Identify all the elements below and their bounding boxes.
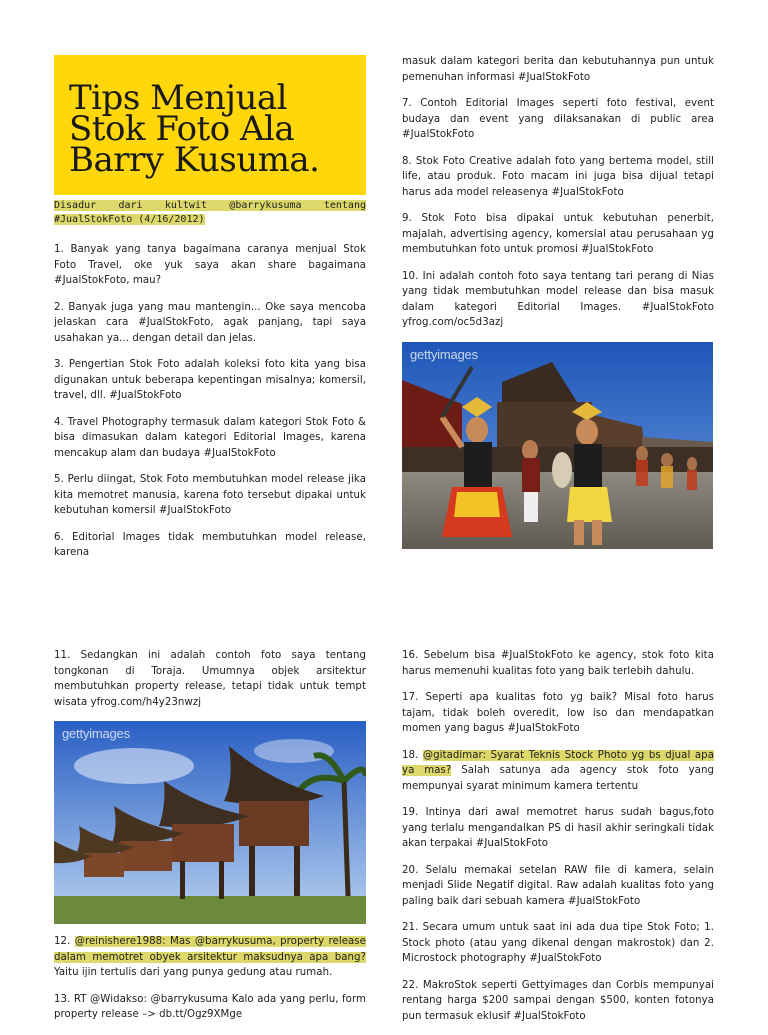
page-bottom xyxy=(0,640,768,1024)
title-box xyxy=(54,55,366,195)
nias-war-dance-photo xyxy=(402,342,713,549)
gettyimages-watermark: gettyimages xyxy=(62,726,130,741)
paragraph-text: Yaitu ijin tertulis dari yang punya gedung atau rumah. xyxy=(54,967,333,978)
paragraph: 16. Sebelum bisa #JualStokFoto ke agency, stok foto kita harus memenuhi kualitas foto yang baik terlebih dahulu. xyxy=(402,650,714,677)
article-title: Tips Menjual Stok Foto Ala Barry Kusuma. xyxy=(69,78,320,180)
paragraph: 6. Editorial Images tidak membutuhkan model release, karena xyxy=(54,531,366,558)
paragraph: 17. Seperti apa kualitas foto yg baik? Misal foto harus tajam, tidak boleh overedit, low iso dan mendapatkan momen yang bagus #JualStokFoto xyxy=(402,692,714,734)
paragraph: 7. Contoh Editorial Images seperti foto festival, event budaya dan event yang dilaksanakan di public area #JualStokFoto xyxy=(402,98,714,140)
paragraph-12 xyxy=(54,934,366,981)
left-column-bottom xyxy=(54,648,366,1034)
left-column-top xyxy=(54,55,366,572)
paragraph-number: 18. xyxy=(402,749,419,761)
paragraph: 11. Sedangkan ini adalah contoh foto saya tentang tongkonan di Toraja. Umumnya objek arsitektur membutuhkan property release, tetapi tidak untuk tempt wisata yfrog.com/h4y23nwzj xyxy=(54,650,366,708)
paragraph: 22. MakroStok seperti Gettyimages dan Corbis mempunyai rentang harga $200 sampai dengan $500, konten fotonya pun termasuk eklusif #JualStokFoto xyxy=(402,979,714,1022)
byline-text: Disadur dari kultwit @barrykusuma tentang #JualStokFoto (4/16/2012) xyxy=(54,200,366,225)
toraja-tongkonan-photo xyxy=(54,721,366,924)
byline xyxy=(54,199,366,227)
paragraph: 21. Secara umum untuk saat ini ada dua tipe Stok Foto; 1. Stock photo (atau yang dikenal dengan makrostok) dan 2. Microstock photography #JualStokFoto xyxy=(402,922,714,964)
highlighted-quote: @gitadimar: Syarat Teknis Stock Photo yg bs djual apa ya mas? xyxy=(402,749,714,776)
paragraph: masuk dalam kategori berita dan kebutuhannya pun untuk pemenuhan informasi #JualStokFoto xyxy=(402,56,714,83)
paragraph: 5. Perlu diingat, Stok Foto membutuhkan model release jika kita memotret manusia, karena foto tersebut dipakai untuk kebutuhan komersil #JualStokFoto xyxy=(54,474,366,516)
paragraph: 8. Stok Foto Creative adalah foto yang bertema model, still life, atau produk. Foto macam ini juga bisa dijual tetapi harus ada model releasenya #JualStokFoto xyxy=(402,155,714,198)
paragraph: 2. Banyak juga yang mau mantengin... Oke saya mencoba jelaskan cara #JualStokFoto, agak panjang, tapi saya usahakan ya... dengan detail dan jelas. xyxy=(54,301,366,344)
paragraph-number: 12. xyxy=(54,936,71,947)
paragraph: 13. RT @Widakso: @barrykusuma Kalo ada yang perlu, form property release –> db.tt/Ogz9XMge xyxy=(54,993,366,1020)
nias-dance-image xyxy=(402,342,713,549)
paragraph: 3. Pengertian Stok Foto adalah koleksi foto kita yang bisa digunakan untuk beberapa kepentingan misalnya; komersil, travel, dll. #JualStokFoto xyxy=(54,359,366,401)
paragraph: 19. Intinya dari awal memotret harus sudah bagus,foto yang terlalu mengandalkan PS di hasil akhir seringkali tidak akan terpakai #JualStokFoto xyxy=(402,807,714,849)
right-column-top xyxy=(402,54,714,549)
paragraph: 20. Selalu memakai setelan RAW file di kamera, selain menjadi Slide Negatif digital. Raw adalah kualitas foto yang paling baik dari sebuah kamera #JualStokFoto xyxy=(402,864,714,907)
paragraph: 9. Stok Foto bisa dipakai untuk kebutuhan penerbit, majalah, advertising agency, komersial atau perusahaan yg membutuhkan foto untuk promosi #JualStokFoto xyxy=(402,213,714,255)
highlighted-quote: @reinishere1988: Mas @barrykusuma, property release dalam memotret obyek arsitektur maksudnya apa bang? xyxy=(54,936,366,963)
paragraph: 4. Travel Photography termasuk dalam kategori Stok Foto & bisa dimasukan dalam kategori Editorial Images, karena mencakup alam dan budaya #JualStokFoto xyxy=(54,416,366,459)
tongkonan-image xyxy=(54,721,366,924)
paragraph: 1. Banyak yang tanya bagaimana caranya menjual Stok Foto Travel, oke yuk saya akan share bagaimana #JualStokFoto, mau? xyxy=(54,244,366,286)
paragraph-18 xyxy=(402,748,714,795)
gettyimages-watermark: gettyimages xyxy=(410,346,478,362)
paragraph: 10. Ini adalah contoh foto saya tentang tari perang di Nias yang tidak membutuhkan model release dan bisa masuk dalam kategori Editorial Images. #JualStokFoto yfrog.com/oc5d3azj xyxy=(402,270,714,328)
right-column-bottom xyxy=(402,648,714,1035)
paragraph-text: Salah satunya ada agency stok foto yang mempunyai syarat minimum kamera tertentu xyxy=(402,765,714,792)
